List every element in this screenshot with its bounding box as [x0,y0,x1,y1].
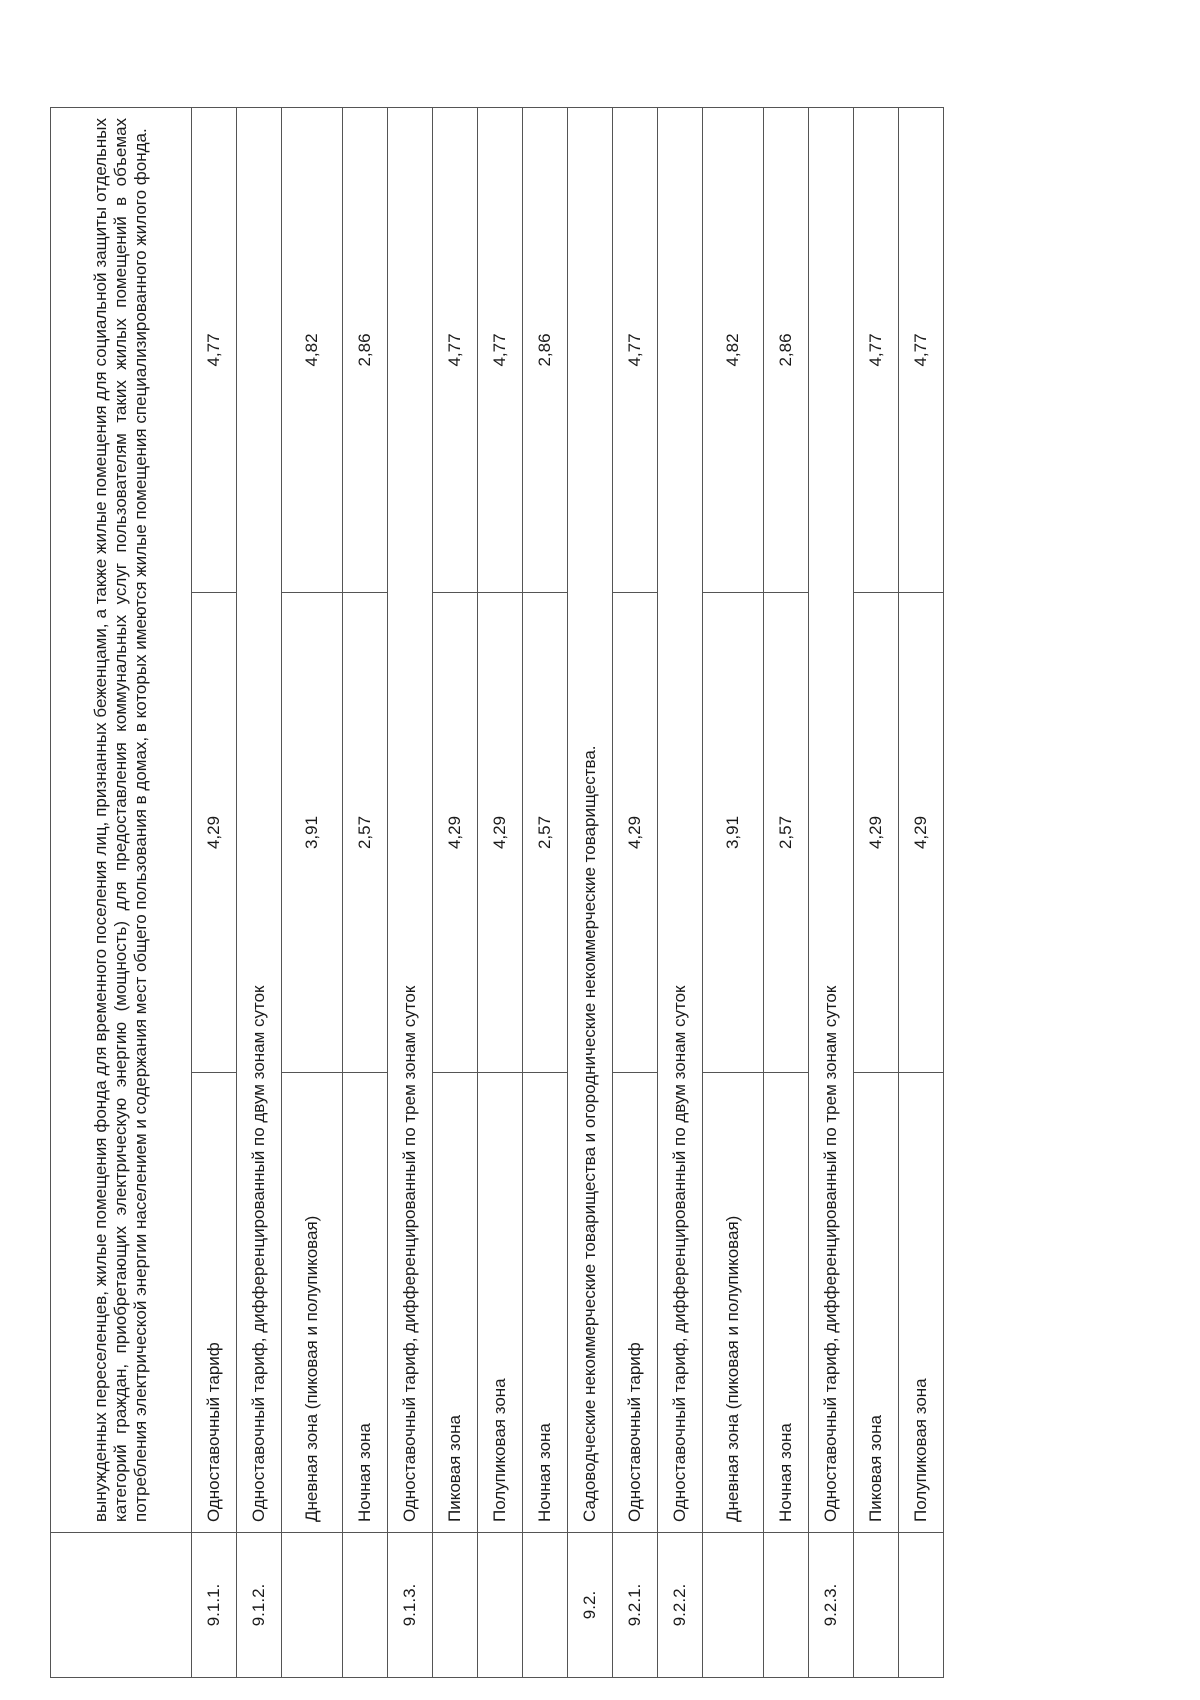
row-number [433,1533,478,1678]
tariff-name: Пиковая зона [433,1073,478,1533]
table-row [764,107,809,1677]
tariff-name: Полупиковая зона [899,1073,944,1533]
table-row [658,107,703,1677]
tariff-value-1: 2,57 [764,593,809,1073]
tariff-name: Ночная зона [523,1073,568,1533]
tariff-value-1: 4,29 [899,593,944,1073]
row-number [478,1533,523,1678]
row-number: 9.2. [568,1533,613,1678]
tariff-value-2: 4,77 [854,107,899,592]
tariff-value-2: 4,77 [478,107,523,592]
table-row [433,107,478,1677]
tariff-value-2: 4,77 [192,107,237,592]
tariff-value-2: 2,86 [343,107,388,592]
row-number: 9.2.3. [809,1533,854,1678]
row-number: 9.1.3. [388,1533,433,1678]
table-row [478,107,523,1677]
tariff-value-2: 4,82 [282,107,343,592]
tariff-value-1: 4,29 [478,593,523,1073]
section-heading: Садоводческие некоммерческие товарищества и огороднические некоммерческие товарищества. [568,107,613,1532]
table-row [568,107,613,1677]
section-heading: Одноставочный тариф, дифференцированный по двум зонам суток [237,107,282,1532]
tariff-value-2: 2,86 [523,107,568,592]
section-heading: Одноставочный тариф, дифференцированный по трем зонам суток [388,107,433,1532]
table-row [388,107,433,1677]
row-number [343,1533,388,1678]
tariff-name: Ночная зона [764,1073,809,1533]
rotated-page [50,108,1035,1678]
intro-num-cell [51,1533,192,1678]
table-row [523,107,568,1677]
table-row [192,107,237,1677]
tariff-value-1: 4,29 [854,593,899,1073]
tariff-name: Пиковая зона [854,1073,899,1533]
tariff-name: Дневная зона (пиковая и полупиковая) [703,1073,764,1533]
table-row [613,107,658,1677]
tariff-value-1: 3,91 [282,593,343,1073]
row-number: 9.1.2. [237,1533,282,1678]
table-row [809,107,854,1677]
table-row [703,107,764,1677]
tariff-name: Одноставочный тариф [613,1073,658,1533]
row-number [703,1533,764,1678]
tariff-name: Ночная зона [343,1073,388,1533]
section-heading: Одноставочный тариф, дифференцированный по трем зонам суток [809,107,854,1532]
row-number: 9.2.1. [613,1533,658,1678]
table-row [237,107,282,1677]
tariff-table [50,107,944,1678]
row-number: 9.1.1. [192,1533,237,1678]
row-number: 9.2.2. [658,1533,703,1678]
tariff-value-1: 4,29 [192,593,237,1073]
row-number [523,1533,568,1678]
tariff-value-1: 2,57 [523,593,568,1073]
tariff-value-2: 4,77 [613,107,658,592]
table-row [343,107,388,1677]
table-row [899,107,944,1677]
row-number [854,1533,899,1678]
tariff-name: Одноставочный тариф [192,1073,237,1533]
tariff-value-2: 4,82 [703,107,764,592]
row-number [899,1533,944,1678]
table-row [854,107,899,1677]
intro-row [51,107,192,1677]
tariff-name: Дневная зона (пиковая и полупиковая) [282,1073,343,1533]
row-number [282,1533,343,1678]
tariff-value-1: 2,57 [343,593,388,1073]
tariff-value-2: 4,77 [433,107,478,592]
section-heading: Одноставочный тариф, дифференцированный по двум зонам суток [658,107,703,1532]
tariff-name: Полупиковая зона [478,1073,523,1533]
table-row [282,107,343,1677]
tariff-value-1: 4,29 [613,593,658,1073]
tariff-value-1: 3,91 [703,593,764,1073]
tariff-value-1: 4,29 [433,593,478,1073]
intro-text: вынужденных переселенцев, жилые помещения фонда для временного поселения лиц, признанных беженцами, а также жилые помещения для социальной защиты отдельных категорий граждан, приобретающих электрическую энергию (мощность) для предоставления коммунальных услуг пользователям таких жилых помещений в объемах потребления электрической энергии населением и содержания мест общего пользования в домах, в которых имеются жилые помещения специализированного жилого фонда. [51,107,192,1532]
tariff-value-2: 2,86 [764,107,809,592]
tariff-value-2: 4,77 [899,107,944,592]
row-number [764,1533,809,1678]
